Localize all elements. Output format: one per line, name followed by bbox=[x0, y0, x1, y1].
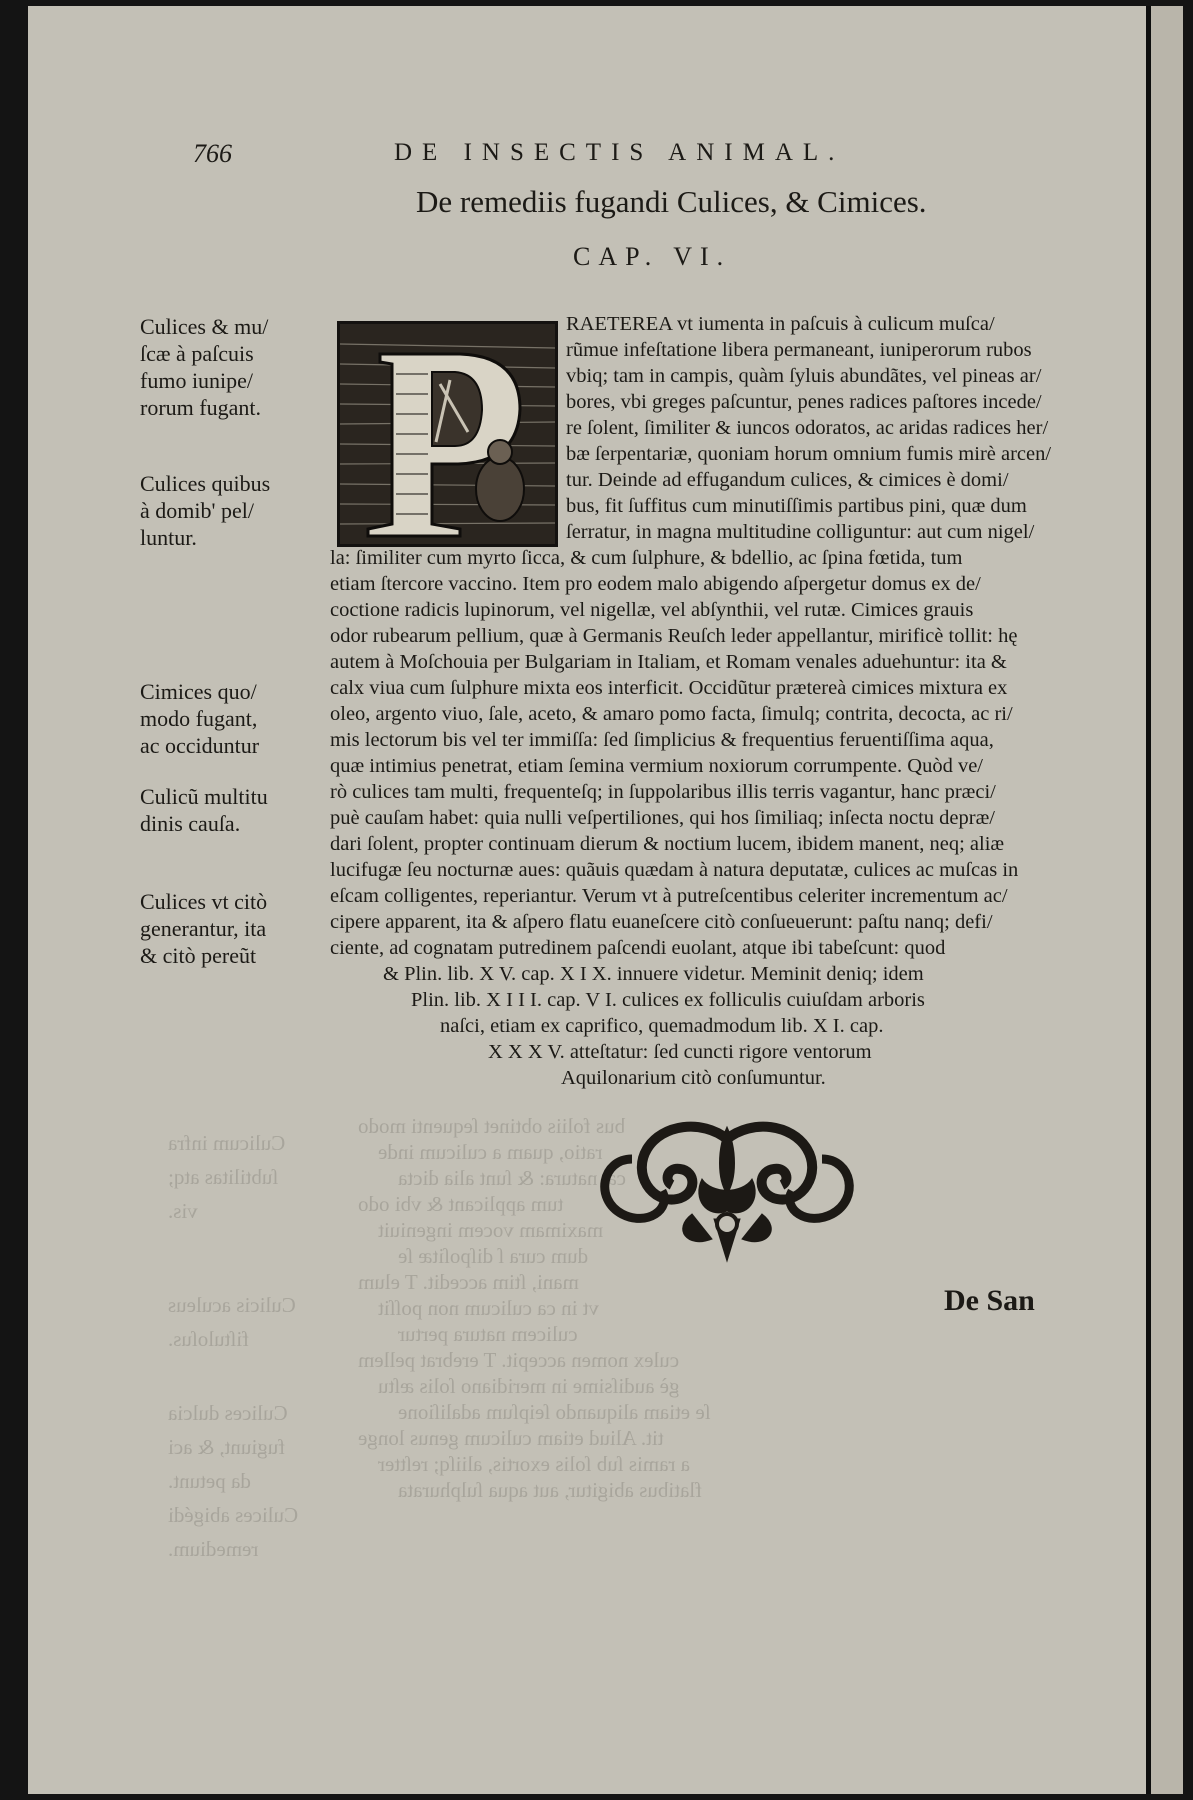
margin-note-line: Cimices quo/ bbox=[140, 679, 257, 704]
show-through-line: maximam vocem ingeniuit bbox=[378, 1218, 604, 1242]
show-through-line: mani, ſtim accedit. T elum bbox=[358, 1270, 579, 1294]
body-text-line: oleo, argento viuo, ſale, aceto, & amaro pomo facta, ſimulq; contrita, decocta, ac ri/ bbox=[330, 703, 1013, 725]
body-text-line: etiam ſtercore vaccino. Item pro eodem malo abigendo aſpergetur domus ex de/ bbox=[330, 573, 981, 595]
margin-note bbox=[140, 783, 310, 837]
body-text-line: mis lectorum bis vel ter immiſſa: ſed ſimplicius & frequentius feruentiſſima aqua, bbox=[330, 729, 994, 751]
book-page bbox=[28, 6, 1183, 1794]
margin-note bbox=[140, 470, 310, 551]
running-head: DE INSECTIS ANIMAL. bbox=[394, 139, 845, 166]
chapter-title: De remediis fugandi Culices, & Cimices. bbox=[416, 184, 927, 219]
show-through-margin-line: ſubtilitas atq; bbox=[168, 1165, 279, 1189]
body-text-line: vbiq; tam in campis, quàm ſyluis abundãtes, vel pineas ar/ bbox=[566, 365, 1042, 387]
show-through-margin-line: vis. bbox=[168, 1199, 198, 1223]
show-through-margin-line: Culicum infra bbox=[168, 1131, 286, 1155]
chapter-number: CAP. VI. bbox=[573, 242, 732, 271]
margin-note-line: generantur, ita bbox=[140, 916, 267, 941]
margin-note bbox=[140, 678, 310, 759]
body-text-line: re ſolent, ſimiliter & iuncos odoratos, ac aridas radices her/ bbox=[566, 417, 1049, 439]
woodcut-initial-icon bbox=[340, 324, 555, 544]
show-through-line: ſe etiam aliquando ſeipſum adaliſione bbox=[398, 1400, 711, 1424]
margin-note-line: dinis cauſa. bbox=[140, 811, 241, 836]
body-text-line: autem à Moſchouia per Bulgariam in Italiam, et Romam venales aduehuntur: ita & bbox=[330, 651, 1007, 673]
show-through-line: tit. Aliud etiam culicum genus longe bbox=[358, 1426, 664, 1450]
show-through-line: culicem natura pertur bbox=[398, 1322, 578, 1346]
show-through-line: vt in ca culicum non poſſit bbox=[378, 1296, 600, 1320]
show-through-margin-line: Culices dulcia bbox=[168, 1401, 288, 1425]
show-through-line: culex nomen accepit. T erebrat pellem bbox=[358, 1348, 680, 1372]
margin-note bbox=[140, 888, 310, 969]
body-text-line: bæ ſerpentariæ, quoniam horum omnium fumis mirè arcen/ bbox=[566, 443, 1052, 465]
margin-note-line: Culicũ multitu bbox=[140, 784, 268, 809]
body-text-line: cipere apparent, ita & aſpero flatu euaneſcere citò conſueuerunt: paſtu nanq; defi/ bbox=[330, 911, 993, 933]
body-text-line: lucifugæ ſeu nocturnæ aues: quãuis quædam à natura deputatæ, culices ac muſcas in bbox=[330, 859, 1019, 881]
show-through-margin-line: Culices abigédi bbox=[168, 1503, 299, 1527]
body-text-line: Plin. lib. X I I I. cap. V I. culices ex folliculis cuiuſdam arboris bbox=[411, 989, 925, 1011]
show-through-line: dum cura ſ diſpoſitæ ſe bbox=[398, 1244, 589, 1268]
show-through-line: cæ natura: & ſunt alia dicta bbox=[398, 1166, 627, 1190]
body-text-line: puè cauſam habet: quia nulli veſpertiliones, qui hos ſimiliaq; inſecta noctu depræ/ bbox=[330, 807, 995, 829]
margin-note-line: luntur. bbox=[140, 525, 197, 550]
body-text-line: coctione radicis lupinorum, vel nigellæ, vel abſynthii, vel rutæ. Cimices grauis bbox=[330, 599, 974, 621]
fleuron-ornament-icon bbox=[592, 1119, 862, 1264]
body-text-line: ſerratur, in magna multitudine colliguntur: aut cum nigel/ bbox=[566, 521, 1035, 543]
body-text-line: rò culices tam multi, frequenteſq; in ſuppolaribus illis terris vagantur, hanc præci/ bbox=[330, 781, 996, 803]
margin-note-line: & citò pereũt bbox=[140, 943, 257, 968]
show-through-margin-line: fugiunt, & aci bbox=[168, 1435, 286, 1459]
margin-note-line: Culices quibus bbox=[140, 471, 271, 496]
catchword: De San bbox=[944, 1284, 1035, 1317]
show-through-margin-line: da petunt. bbox=[168, 1469, 251, 1493]
body-text-line: tur. Deinde ad effugandum culices, & cimices è domi/ bbox=[566, 469, 1009, 491]
adjacent-page-edge bbox=[1151, 6, 1183, 1794]
margin-note-line: Culices & mu/ bbox=[140, 314, 269, 339]
show-through-line: gè audiſsime in meridiano ſolis æſtu bbox=[378, 1374, 680, 1398]
margin-note-line: ac occiduntur bbox=[140, 733, 260, 758]
margin-note-line: Culices vt citò bbox=[140, 889, 268, 914]
body-text-line: odor rubearum pellium, quæ à Germanis Reuſch leder appellantur, mirificè tollit: hę bbox=[330, 625, 1018, 647]
show-through-line: a ramis ſub ſolis exortis, aliiſq; reſtter bbox=[378, 1452, 691, 1476]
body-text-line: dari ſolent, propter continuam dierum & noctium lucem, ibidem manent, neq; aliæ bbox=[330, 833, 1005, 855]
body-text-line: la: ſimiliter cum myrto ſicca, & cum ſulphure, & bdellio, ac ſpina fœtida, tum bbox=[330, 547, 963, 569]
margin-note-line: modo fugant, bbox=[140, 706, 258, 731]
margin-note bbox=[140, 313, 310, 421]
body-text-line: X X X V. atteſtatur: ſed cuncti rigore ventorum bbox=[488, 1041, 872, 1063]
body-text-line: quæ intimius penetrat, etiam ſemina vermium noxiorum corrumpente. Quòd ve/ bbox=[330, 755, 984, 777]
woodcut-initial-p bbox=[337, 321, 558, 547]
body-text-line: rũmue infeſtatione libera permaneant, iuniperorum rubos bbox=[566, 339, 1032, 361]
show-through-line: tum applicant & vbi odo bbox=[358, 1192, 564, 1216]
margin-note-line: ſcæ à paſcuis bbox=[140, 341, 254, 366]
body-text-line: bus, fit ſuffitus cum minutiſſimis partibus pini, quæ dum bbox=[566, 495, 1027, 517]
body-text-line: bores, vbi greges paſcuntur, penes radices paſtores incede/ bbox=[566, 391, 1042, 413]
body-text-line: RAETEREA vt iumenta in paſcuis à culicum muſca/ bbox=[566, 313, 995, 335]
margin-note-line: à domib' pel/ bbox=[140, 498, 254, 523]
margin-note-line: rorum fugant. bbox=[140, 395, 261, 420]
show-through-line: flatibus abigitur, aut aqua ſulphurata bbox=[398, 1478, 703, 1502]
margin-note-line: fumo iunipe/ bbox=[140, 368, 254, 393]
body-text-line: Aquilonarium citò conſumuntur. bbox=[561, 1067, 826, 1089]
show-through-line: bus foliis obtinet ſequenti modo bbox=[358, 1114, 626, 1138]
show-through-margin-line: remedium. bbox=[168, 1537, 259, 1561]
body-text-line: & Plin. lib. X V. cap. X I X. innuere videtur. Meminit deniq; idem bbox=[383, 963, 924, 985]
show-through-margin-line: Culicis aculeus bbox=[168, 1293, 296, 1317]
body-text-line: naſci, etiam ex caprifico, quemadmodum lib. X I. cap. bbox=[440, 1015, 884, 1037]
show-through-line: ratio, quam a culicum inde bbox=[378, 1140, 603, 1164]
body-text-line: ciente, ad cognatam putredinem paſcendi euolant, atque ibi tabeſcunt: quod bbox=[330, 937, 946, 959]
page-number: 766 bbox=[193, 139, 232, 168]
body-text-line: eſcam colligentes, reperiantur. Verum vt à putreſcentibus celeriter incrementum ac/ bbox=[330, 885, 1008, 907]
show-through-margin-line: fiſtuloſus. bbox=[168, 1327, 250, 1351]
body-text-line: calx viua cum ſulphure mixta eos interficit. Occidũtur prætereà cimices mixtura ex bbox=[330, 677, 1008, 699]
